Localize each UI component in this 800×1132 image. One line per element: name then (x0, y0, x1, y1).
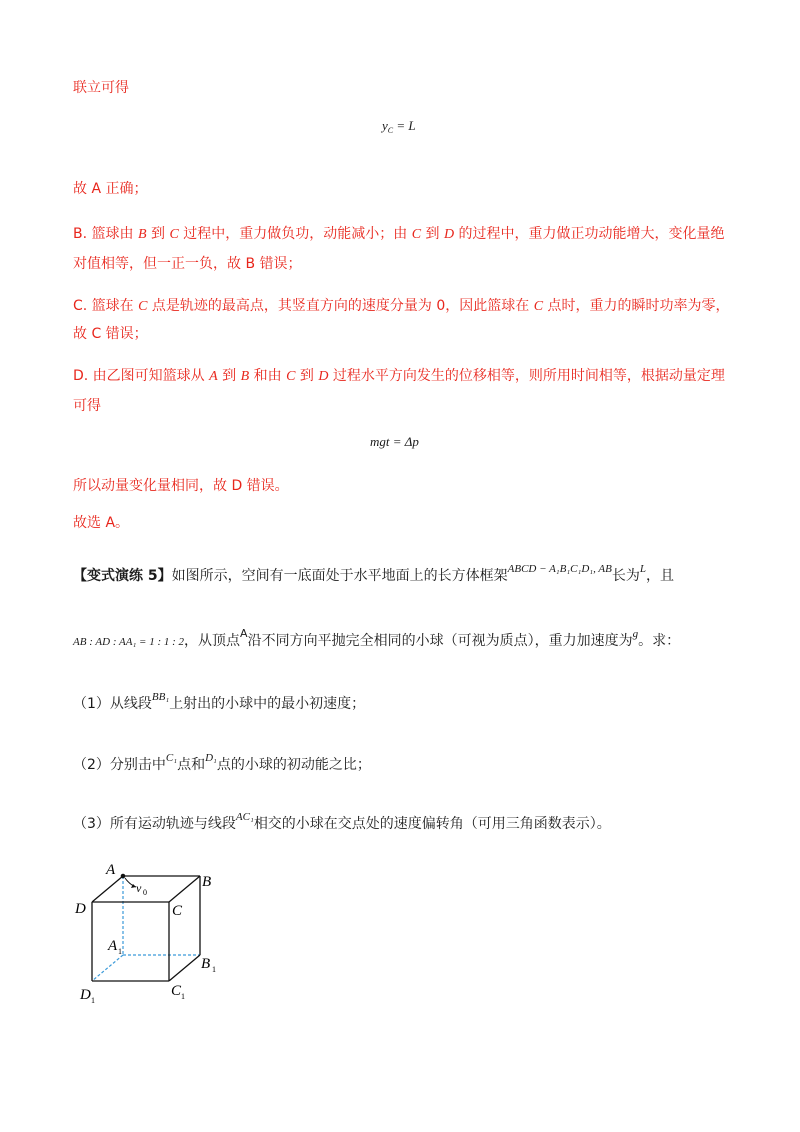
label-B1: B (201, 956, 211, 972)
question-3: （3）所有运动轨迹与线段$^{AC_1}$相交的小球在交点处的速度偏转角（可用三角函数表示）。 (73, 811, 611, 832)
frame-expression: ABCD − A₁B₁C₁D₁, AB (507, 563, 612, 575)
edge-A1D1 (92, 955, 123, 981)
answer-line: 故选 A。 (73, 515, 130, 531)
problem-ratio-line: AB : AD : AA₁ = 1 : 1 : 2，从顶点$^A$沿不同方向平抛完全相同的小球（可视为质点），重力加速度为$^g$。求： (73, 627, 681, 649)
label-C1-sub: 1 (181, 992, 185, 1001)
label-A1: A (108, 938, 118, 954)
vertex-a-point (121, 874, 126, 879)
label-B1-sub: 1 (212, 965, 216, 974)
conclusion-a: 故 A 正确； (73, 181, 148, 197)
label-v0: v (136, 881, 142, 895)
equation-impulse: mgt = Δp (370, 434, 419, 449)
label-D: D (75, 901, 86, 917)
edge-BC (169, 876, 200, 902)
edge-AD (92, 876, 123, 902)
question-1: （1）从线段$^{BB_1}$上射出的小球中的最小初速度； (73, 691, 366, 712)
label-D1-sub: 1 (91, 996, 95, 1005)
option-c-line1: C. 篮球在 C 点是轨迹的最高点，其竖直方向的速度分量为 0，因此篮球在 C 点时，重力的瞬时功率为零， (73, 298, 730, 314)
label-B: B (202, 874, 212, 890)
problem-intro-line: 【变式演练 5】如图所示，空间有一底面处于水平地面上的长方体框架$^{ABCD - A_1B_1C_1D_1, AB}$长为$^L$，且 (73, 563, 674, 584)
option-d-line3: 所以动量变化量相同，故 D 错误。 (73, 478, 289, 494)
ratio-expression: AB : AD : AA₁ = 1 : 1 : 2 (73, 636, 185, 648)
option-b-line2: 对值相等，但一正一负，故 B 错误； (73, 256, 302, 272)
label-A: A (106, 862, 116, 878)
label-C: C (172, 903, 183, 919)
option-c-line2: 故 C 错误； (73, 326, 148, 342)
option-b-line1: B. 篮球由 B 到 C 过程中，重力做负功，动能减小；由 C 到 D 的过程中，重力做正功动能增大，变化量绝 (73, 226, 725, 242)
equation-yc: $y_C = L$ (382, 118, 416, 135)
cuboid-figure (70, 858, 230, 1018)
label-D1: D (80, 987, 91, 1003)
problem-title: 【变式演练 5】 (73, 568, 172, 584)
solution-combine-line: 联立可得 (73, 80, 129, 96)
option-d-line1: D. 由乙图可知篮球从 A 到 B 和由 C 到 D 过程水平方向发生的位移相等，则所用时间相等，根据动量定理 (73, 368, 725, 384)
label-A1-sub: 1 (118, 947, 122, 956)
option-d-line2: 可得 (73, 398, 101, 414)
edge-B1C1 (169, 955, 200, 981)
question-2: （2）分别击中$^{C_1}$点和$^{D_1}$点的小球的初动能之比； (73, 752, 371, 773)
label-C1: C (171, 983, 182, 999)
label-v0-sub: 0 (143, 888, 147, 897)
